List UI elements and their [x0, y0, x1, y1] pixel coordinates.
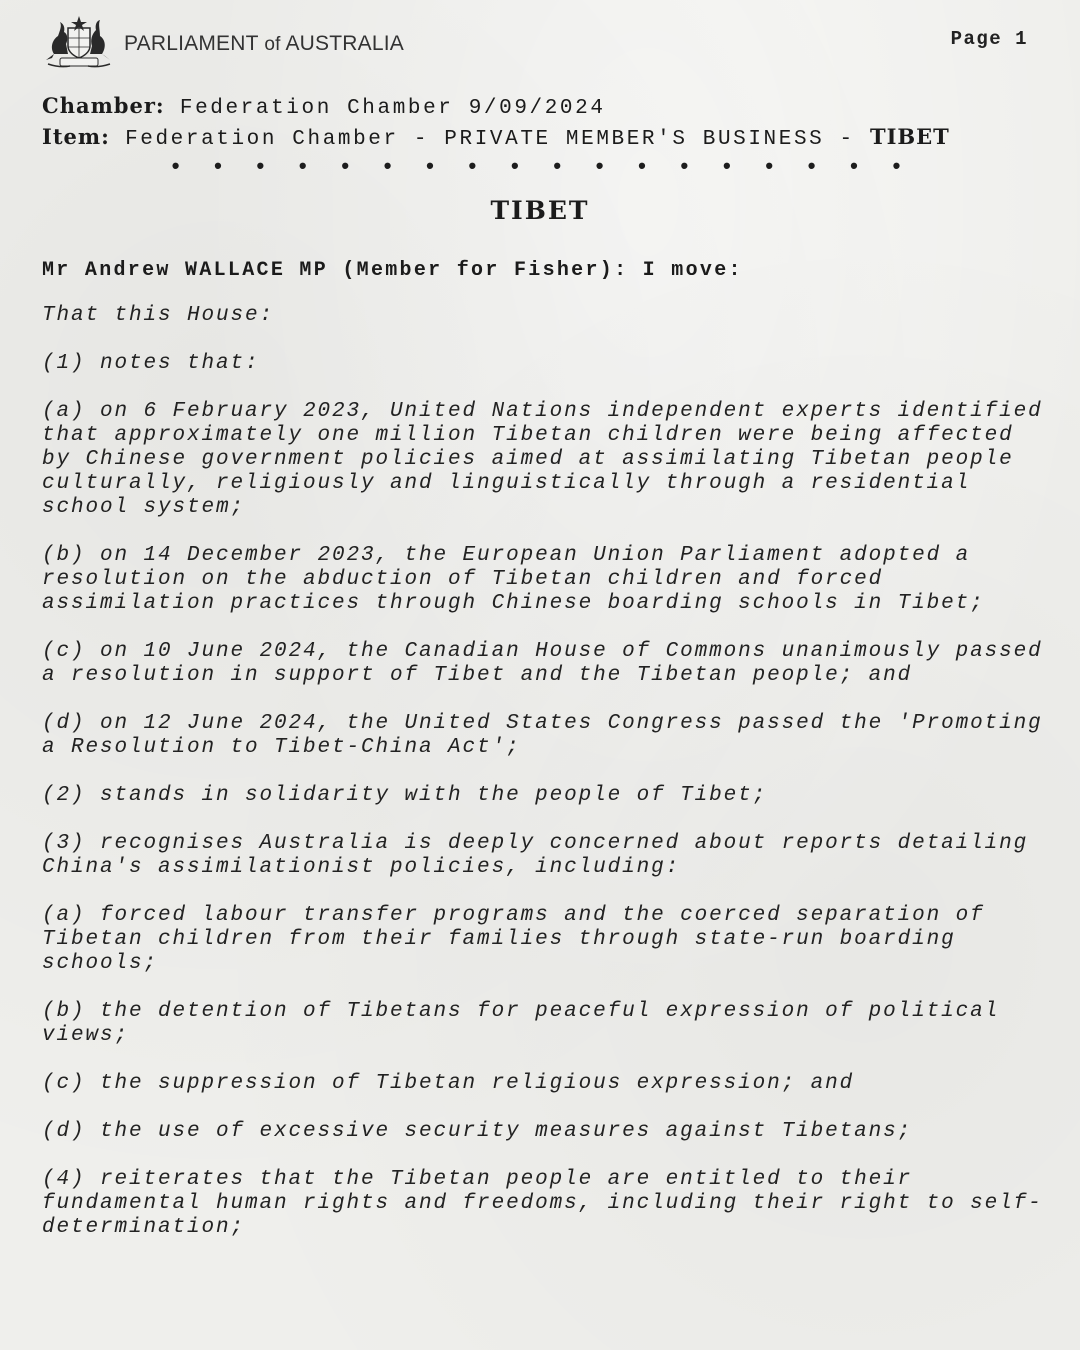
page-title: TIBET — [490, 196, 590, 225]
motion-text — [42, 304, 1052, 1264]
org-of: of — [264, 34, 281, 55]
page-header — [40, 14, 1040, 74]
speaker-line: Mr Andrew WALLACE MP (Member for Fisher): I move: — [42, 259, 743, 282]
motion-paragraph: (b) on 14 December 2023, the European Union Parliament adopted a resolution on the abduction of Tibetan children and forced assimilation practices through Chinese boarding schools in Tibet; — [42, 544, 985, 615]
motion-paragraph: (c) on 10 June 2024, the Canadian House of Commons unanimously passed a resolution in support of Tibet and the Tibetan people; and — [42, 640, 1043, 687]
motion-paragraph: (d) the use of excessive security measures against Tibetans; — [42, 1120, 913, 1143]
item-value: Federation Chamber - PRIVATE MEMBER'S BUSINESS - — [125, 128, 855, 151]
motion-paragraph: (d) on 12 June 2024, the United States Congress passed the 'Promoting a Resolution to Tibet-China Act'; — [42, 712, 1043, 759]
parliament-wordmark — [124, 32, 404, 56]
chamber-line — [42, 92, 1042, 123]
motion-paragraph: (1) notes that: — [42, 352, 260, 375]
motion-paragraph: (2) stands in solidarity with the people of Tibet; — [42, 784, 768, 807]
chamber-label: Chamber: — [42, 93, 165, 118]
motion-paragraph: (b) the detention of Tibetans for peaceful expression of political views; — [42, 1000, 1000, 1047]
item-label: Item: — [42, 124, 110, 149]
motion-paragraph: (3) recognises Australia is deeply concerned about reports detailing China's assimilationist policies, including: — [42, 832, 1029, 879]
coat-of-arms-icon — [40, 14, 118, 70]
record-metadata — [42, 92, 1042, 154]
org-country: AUSTRALIA — [285, 32, 404, 55]
motion-paragraph: (4) reiterates that the Tibetan people are entitled to their fundamental human rights and freedoms, including their right to self-determination; — [42, 1168, 1043, 1239]
motion-paragraph: (a) forced labour transfer programs and the coerced separation of Tibetan children from their families through state-run boarding schools; — [42, 904, 985, 975]
item-line — [42, 123, 1042, 154]
motion-paragraph: (c) the suppression of Tibetan religious expression; and — [42, 1072, 855, 1095]
org-name: PARLIAMENT — [124, 32, 259, 55]
page-number: Page 1 — [950, 28, 1028, 50]
parliament-logo — [40, 14, 404, 70]
motion-paragraph: (a) on 6 February 2023, United Nations independent experts identified that approximately one million Tibetan children were being affected by Chinese government policies aimed at assimilating Tibetan people culturally, religiously and linguistically through a residential school system; — [42, 400, 1043, 519]
item-topic: TIBET — [869, 124, 950, 149]
motion-paragraph: That this House: — [42, 304, 275, 327]
chamber-value: Federation Chamber 9/09/2024 — [179, 97, 606, 120]
dot-separator: • • • • • • • • • • • • • • • • • • — [168, 155, 912, 180]
